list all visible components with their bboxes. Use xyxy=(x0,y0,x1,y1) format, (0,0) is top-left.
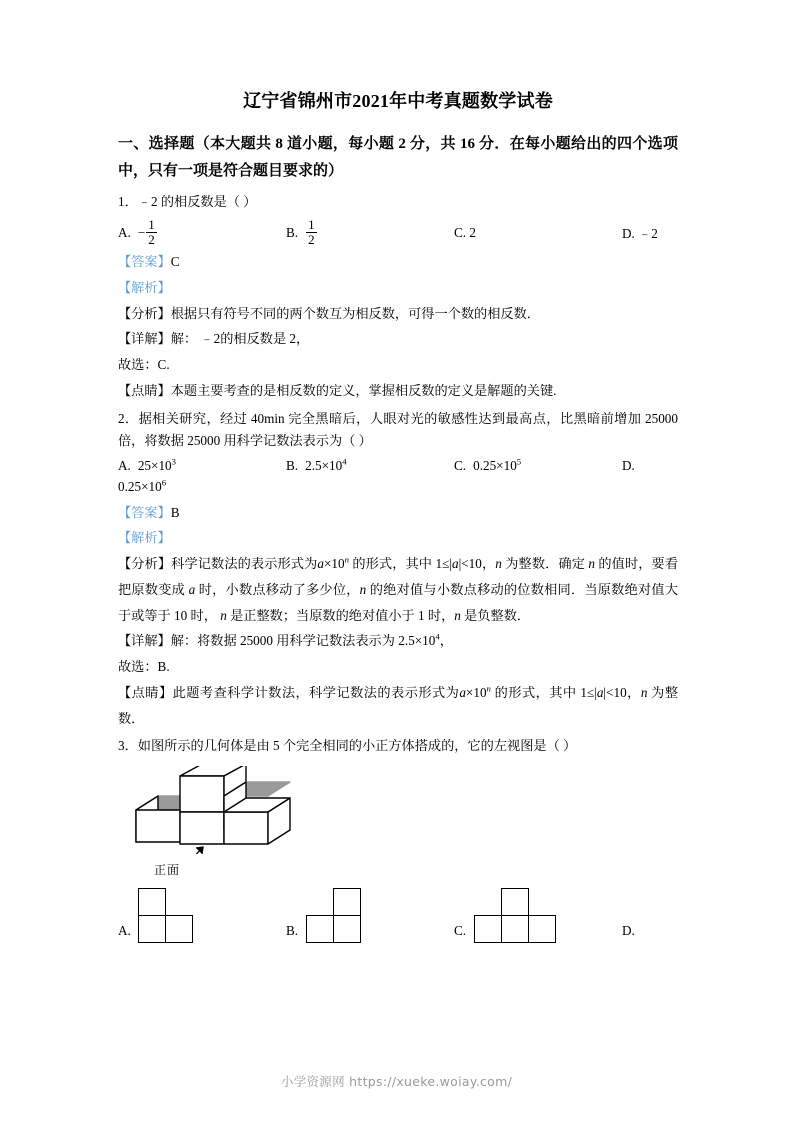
q2-approach-var1: a xyxy=(317,556,324,572)
q2-answer-value: B xyxy=(170,504,180,520)
q2-insight-seg2: ×10 xyxy=(465,684,487,700)
q2-answer-line xyxy=(118,500,678,526)
q2-option-c-exponent: 5 xyxy=(516,456,522,467)
q3-option-c-label: C. xyxy=(454,923,467,938)
q2-approach-var7: n xyxy=(359,581,367,597)
document-page xyxy=(118,0,678,942)
q2-insight-var1: a xyxy=(459,684,466,700)
q2-approach-var5: n xyxy=(588,556,595,572)
q2-insight-var4: n xyxy=(640,684,648,700)
q2-detail xyxy=(118,628,678,654)
q2-option-d-label-cell[interactable] xyxy=(622,458,678,474)
footer-watermark: 小学资源网 https://xueke.woiay.com/ xyxy=(280,1074,513,1089)
page-title: 辽宁省锦州市2021年中考真题数学试卷 xyxy=(243,91,553,111)
q2-insight-seg4: |<10， xyxy=(603,684,641,700)
q2-option-c-base: 0.25×10 xyxy=(473,457,517,473)
q2-detail-exponent: 4 xyxy=(435,631,440,642)
shape-empty-cell xyxy=(670,888,697,915)
q2-choose: 故选：B. xyxy=(118,659,170,675)
q2-analysis-tag: 【解析】 xyxy=(118,530,171,546)
q2-approach-var9: n xyxy=(454,607,461,623)
q2-approach-var6: a xyxy=(188,581,196,597)
shape-empty-cell xyxy=(360,888,387,915)
q1-approach: 【分析】根据只有符号不同的两个数互为相反数，可得一个数的相反数． xyxy=(118,305,540,321)
q2-approach-seg1: 【分析】科学记数法的表示形式为 xyxy=(118,556,318,572)
question-3-figure xyxy=(128,766,678,859)
section-heading: 一、选择题（本大题共 8 道小题，每小题 2 分，共 16 分．在每小题给出的四个选项中，只有一项是符合题目要求的） xyxy=(118,136,678,179)
q2-approach-seg2: ×10 xyxy=(323,556,345,572)
shape-filled-cell xyxy=(333,888,361,916)
q3-option-d-grid xyxy=(643,888,724,942)
shape-empty-cell xyxy=(474,888,501,915)
q2-approach-seg10: 是负整数． xyxy=(460,607,531,623)
q2-approach-seg5: 为整数．确定 xyxy=(501,556,589,572)
q1-option-b-fraction xyxy=(306,218,317,247)
q2-option-a[interactable] xyxy=(118,458,286,474)
q1-option-b-label: B. xyxy=(286,224,299,240)
q2-option-d-base: 0.25×10 xyxy=(118,478,162,494)
q2-approach-var8: n xyxy=(220,607,227,623)
q2-approach-seg6: 的值时，要看把原数变成 xyxy=(118,556,679,597)
shape-empty-cell xyxy=(306,888,333,915)
q1-option-b[interactable] xyxy=(286,218,454,247)
q2-detail-post: ， xyxy=(439,633,453,649)
shape-empty-cell xyxy=(697,888,724,915)
q1-option-b-denominator: 2 xyxy=(308,232,315,248)
q2-option-b-label: B. xyxy=(286,457,299,473)
question-2-stem: 2．据相关研究，经过 40min 完全黑暗后，人眼对光的敏感性达到最高点，比黑暗前增加 25000 倍，将数据 25000 用科学记数法表示为（ ） xyxy=(118,410,678,449)
q2-insight-seg1: 【点睛】此题考查科学计数法，科学记数法的表示形式为 xyxy=(118,684,460,700)
shape-empty-cell xyxy=(643,888,670,915)
question-1-options xyxy=(118,218,678,247)
q3-option-a-grid xyxy=(139,888,220,942)
shape-empty-cell xyxy=(528,888,555,915)
q2-option-b-exponent: 4 xyxy=(342,456,347,467)
q1-option-d[interactable] xyxy=(622,223,678,242)
q2-insight-seg5: 为整数． xyxy=(118,684,679,726)
q1-option-c-text: C. 2 xyxy=(454,224,476,240)
shape-empty-cell xyxy=(643,915,670,942)
q2-approach-seg9: 是正整数；当原数的绝对值小于 1 时， xyxy=(226,607,455,623)
q1-option-a-label: A. xyxy=(118,224,131,240)
q2-option-c-label: C. xyxy=(454,457,467,473)
shape-filled-cell xyxy=(138,915,166,943)
q2-insight-seg3: 的形式，其中 1≤| xyxy=(490,684,597,700)
shape-filled-cell xyxy=(501,888,529,916)
question-3-options xyxy=(118,888,678,942)
q1-answer-tag: 【答案】 xyxy=(118,254,171,270)
q3-option-d[interactable] xyxy=(622,888,678,942)
q1-detail: 【详解】解： ﹣2的相反数是 2， xyxy=(118,331,310,347)
shape-filled-cell xyxy=(138,888,166,916)
q3-option-a[interactable] xyxy=(118,888,286,942)
shape-filled-cell xyxy=(528,915,556,943)
q2-approach-seg7: 时，小数点移动了多少位， xyxy=(195,581,360,597)
q1-option-d-text: D. ﹣2 xyxy=(622,226,658,242)
q2-insight-var2: n xyxy=(486,683,491,694)
shape-filled-cell xyxy=(474,915,502,943)
q3-option-c-grid xyxy=(474,888,555,942)
q2-approach-seg4: |<10， xyxy=(458,556,496,572)
q2-option-b[interactable] xyxy=(286,458,454,474)
q3-option-b[interactable] xyxy=(286,888,454,942)
q1-option-a-fraction xyxy=(146,218,157,247)
q1-analysis-line xyxy=(118,275,678,301)
question-1-stem: 1．﹣2 的相反数是（ ） xyxy=(118,194,257,210)
q1-option-a-denominator: 2 xyxy=(148,232,155,248)
shape-empty-cell xyxy=(697,915,724,942)
q3-option-a-label: A. xyxy=(118,923,131,938)
front-arrow-icon xyxy=(182,847,203,854)
q1-option-b-numerator: 1 xyxy=(308,217,315,233)
q2-insight-var3: a xyxy=(596,684,604,700)
q2-approach-seg8: 的绝对值与小数点移动的位数相同．当原数绝对值大于或等于 10 时， xyxy=(118,581,679,623)
q1-option-a[interactable] xyxy=(118,218,286,247)
shape-filled-cell xyxy=(165,915,193,943)
q2-option-a-base: 25×10 xyxy=(137,457,172,473)
q2-option-c[interactable] xyxy=(454,458,622,474)
q2-approach-seg3: 的形式，其中 1≤| xyxy=(348,556,452,572)
q1-answer-line xyxy=(118,249,678,275)
shape-filled-cell xyxy=(501,915,529,943)
q2-option-a-exponent: 3 xyxy=(171,456,176,467)
q2-approach-var4: n xyxy=(495,556,502,572)
q1-option-c[interactable] xyxy=(454,225,622,241)
q1-choose: 故选：C. xyxy=(118,357,170,373)
question-3-figure-caption: 正面 xyxy=(154,863,181,877)
q3-option-d-label: D. xyxy=(622,923,635,938)
shape-filled-cell xyxy=(306,915,334,943)
q3-option-b-label: B. xyxy=(286,923,299,938)
q2-answer-tag: 【答案】 xyxy=(118,504,171,520)
q1-analysis-tag: 【解析】 xyxy=(118,279,171,295)
q2-approach xyxy=(118,551,678,628)
q1-insight: 【点睛】本题主要考查的是相反数的定义，掌握相反数的定义是解题的关键. xyxy=(118,382,557,398)
shape-empty-cell xyxy=(193,888,220,915)
question-2-options xyxy=(118,458,678,474)
q1-option-a-sign: − xyxy=(137,224,146,240)
shape-empty-cell xyxy=(193,915,220,942)
q2-option-d-value[interactable] xyxy=(118,474,678,500)
q3-option-c[interactable] xyxy=(454,888,622,942)
q2-option-d-label: D. xyxy=(622,457,635,473)
q2-insight xyxy=(118,680,678,731)
isometric-cube-solid-svg xyxy=(128,766,343,854)
q2-detail-pre: 【详解】解：将数据 25000 用科学记数法表示为 2.5×10 xyxy=(118,633,436,649)
shape-filled-cell xyxy=(333,915,361,943)
q1-answer-value: C xyxy=(170,254,180,270)
q2-analysis-line xyxy=(118,525,678,551)
q2-approach-var2: n xyxy=(344,554,349,565)
q2-option-b-base: 2.5×10 xyxy=(305,457,343,473)
q2-approach-var3: a xyxy=(451,556,459,572)
shape-empty-cell xyxy=(166,888,193,915)
q3-option-b-grid xyxy=(306,888,387,942)
shape-empty-cell xyxy=(670,915,697,942)
q1-option-a-numerator: 1 xyxy=(148,217,155,233)
q2-option-a-label: A. xyxy=(118,457,131,473)
question-3-stem: 3．如图所示的几何体是由 5 个完全相同的小正方体搭成的，它的左视图是（ ） xyxy=(118,738,577,754)
q2-option-d-exponent: 6 xyxy=(161,477,167,488)
shape-empty-cell xyxy=(360,915,387,942)
